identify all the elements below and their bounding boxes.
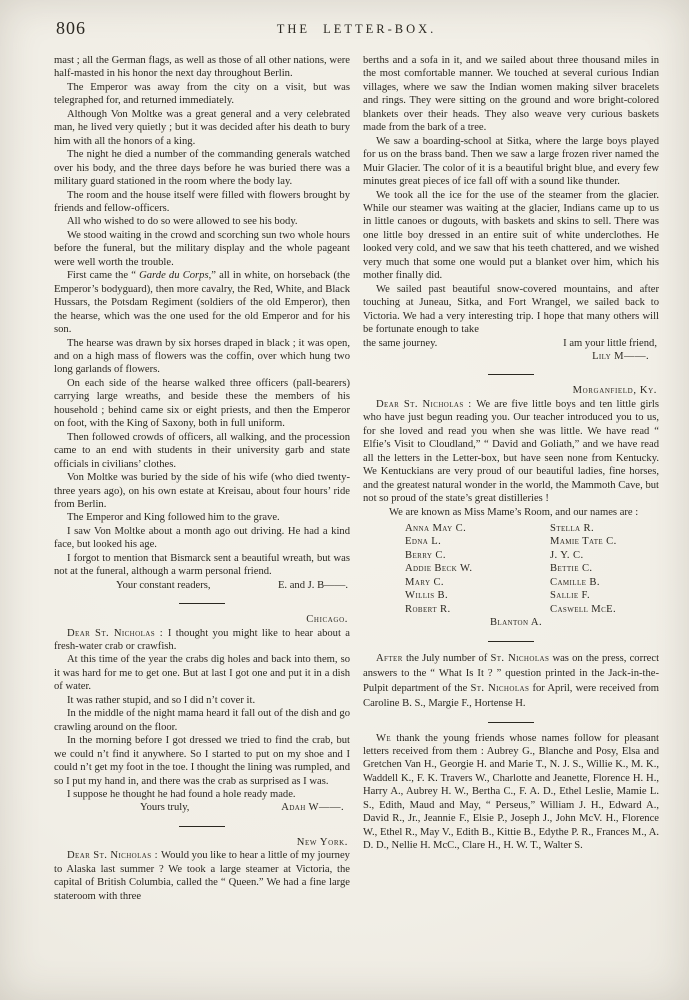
letter-paragraph: Von Moltke was buried by the side of his wife (who died twenty-three years ago), on his own estate at Kreisau, about four hours’ ride from Berlin. bbox=[54, 472, 350, 510]
section-divider bbox=[488, 641, 534, 642]
letter-paragraph: We stood waiting in the crowd and scorching sun two whole hours before the funeral, but the military display and the whole pageant were well worth the trouble. bbox=[54, 229, 350, 268]
name-item: Anna May C. bbox=[405, 522, 467, 534]
letter-paragraph: In the middle of the night mama heard it fall out of the dish and go crawling around on the floor. bbox=[54, 708, 350, 733]
letter-paragraph: berths and a sofa in it, and we sailed about three thousand miles in the most comfortable manner. We touched at several curious Indian villages, where we saw the Indian women making silver bracelets and rings. They were sitting on the ground and wore bright-colored blankets over their heads. They also weave very curious baskets made from the bark of a tree. bbox=[363, 55, 659, 134]
letter-dateline: Morganfield, Ky. bbox=[572, 385, 657, 397]
section-divider bbox=[179, 826, 225, 827]
letter-opening-paragraph: Dear St. Nicholas : I thought you might like to hear about a fresh-water crab or crawfish. bbox=[54, 627, 350, 653]
name-item: Camille B. bbox=[550, 576, 600, 588]
name-item: Edna L. bbox=[405, 536, 442, 548]
letter-paragraph: Then followed crowds of officers, all walking, and the procession came to an end with students in their university garb and state officials in civilians’ clothes. bbox=[54, 431, 350, 470]
letter-paragraph: mast ; all the German flags, as well as those of all other nations, were half-masted in his honor the next day throughout Berlin. bbox=[54, 55, 350, 80]
page-title: THE LETTER-BOX. bbox=[276, 22, 437, 36]
name-item: Willis B. bbox=[405, 590, 449, 602]
page-number: 806 bbox=[56, 18, 86, 38]
letter-opening-paragraph: Dear St. Nicholas : Would you like to hear a little of my journey to Alaska last summer ? We took a large steamer at Victoria, the capital of British Columbia, called the “ Queen.” We had a fine large stateroom with three bbox=[54, 850, 350, 902]
signature-row bbox=[363, 350, 659, 363]
two-column-layout bbox=[0, 46, 689, 992]
section-divider bbox=[488, 374, 534, 375]
name-item: Addie Beck W. bbox=[405, 563, 473, 575]
names-column-right bbox=[550, 522, 659, 616]
closing-phrase: Yours truly, bbox=[140, 802, 190, 814]
letter-paragraph: Although Von Moltke was a great general and a very celebrated man, he lived very quietly ; but it was decided after his death to bury him with all the honors of a king. bbox=[54, 108, 350, 147]
letter-paragraph: We took all the ice for the use of the steamer from the glacier. While our steamer was waiting at the glacier, Indians came up to us in little canoes or dugouts, with baskets and skins to sell. There was one little boy dressed in an entire suit of white underclothes. He looked very cold, and we saw that his teeth chattered, and we wished very much that some one would put a blanket over him, which his mother finally did. bbox=[363, 189, 659, 282]
editorial-note: We thank the young friends whose names follow for pleasant letters received from them : Aubrey G., Blanche and Posy, Elsa and Gretchen Van H., Georgie H. and Marie T., N. J. S., Willie K., M. K., Waddell K., F. K. Travers W., Charlotte and Jeanette, Florence H. H., Harry A., Aubrey H. W., Bertha C., F. A. D., Ethel Leslie, Mamie L. S., Edith, Maud and May, “ Perseus,” William J. H., Edward A., David R., Jr., Jeannie F., Elsie P., Joseph J., John McV. H., Florence W., Ethel R., May V., Edith B., Kittie B., Edythe P. R., Frances M., A. D. D., Nellie H. McC., Clare H., H. W. T., Walter S. bbox=[363, 732, 659, 852]
letter-paragraph: In the morning before I got dressed we tried to find the crab, but we could n’t find it anywhere. So I started to put on my shoe and I could n’t get my foot in the toe. I thought the lining was rumpled, and so I put my hand in, and there was the crab as surprised as I was. bbox=[54, 735, 350, 787]
section-divider bbox=[179, 603, 225, 604]
letter-paragraph: We are known as Miss Mame’s Room, and our names are : bbox=[389, 506, 639, 518]
letter-paragraph: I suppose he thought he had found a hole ready made. bbox=[67, 789, 296, 801]
signature-name: Adah W——. bbox=[281, 802, 344, 814]
letter-paragraph: On each side of the hearse walked three officers (pall-bearers) carrying large wreaths, and beside these the members of his household ; behind came six or eight priests, and then the Emperor on foot, with the King of Saxony, both in full uniform. bbox=[54, 377, 350, 430]
page-header bbox=[0, 0, 689, 46]
name-item: Robert R. bbox=[405, 603, 451, 615]
letter-dateline: New York. bbox=[296, 836, 348, 848]
signature-row bbox=[54, 579, 350, 592]
letter-paragraph: I forgot to mention that Bismarck sent a beautiful wreath, but was not at the funeral, although a warm personal friend. bbox=[54, 552, 350, 578]
name-item: Stella R. bbox=[550, 522, 595, 534]
letter-paragraph: The Emperor was away from the city on a visit, but was telegraphed for, and returned immediately. bbox=[54, 81, 350, 107]
letter-dateline: Chicago. bbox=[306, 614, 348, 626]
name-item: Sallie F. bbox=[550, 590, 591, 602]
section-divider bbox=[488, 722, 534, 723]
names-column-left bbox=[405, 522, 550, 616]
letter-paragraph: The Emperor and King followed him to the grave. bbox=[67, 512, 280, 524]
letter-paragraph: At this time of the year the crabs dig holes and back into them, so it was hard for me to get one. But at last I got one and put it in a dish of water. bbox=[54, 654, 350, 693]
name-item: J. Y. C. bbox=[550, 549, 584, 561]
letter-paragraph: The room and the house itself were filled with flowers brought by friends and fellow-officers. bbox=[54, 189, 350, 214]
signature-name: E. and J. B——. bbox=[277, 579, 348, 591]
letter-paragraph: The hearse was drawn by six horses draped in black ; it was open, and on a high mass of flowers was the coffin, over which hung two long garlands of flowers. bbox=[54, 337, 350, 376]
closing-phrase: Your constant readers, bbox=[116, 579, 211, 591]
letter-paragraph: It was rather stupid, and so I did n’t cover it. bbox=[67, 694, 256, 706]
signature-row bbox=[54, 801, 350, 814]
name-item: Mamie Tate C. bbox=[550, 536, 617, 548]
letter-paragraph: I saw Von Moltke about a month ago out driving. He had a kind face, but looked his age. bbox=[54, 525, 350, 551]
name-item: Berry C. bbox=[405, 549, 446, 561]
closing-phrase: the same journey. bbox=[363, 337, 438, 349]
name-item: Mary C. bbox=[405, 576, 444, 588]
letter-paragraph: We saw a boarding-school at Sitka, where the large boys played for us on the brass band. Then we saw a large frozen river named the Muir Glacier. The color of it is a beautiful bright blue, and every few minutes great pieces of ice fall off with a sound like thunder. bbox=[363, 135, 659, 188]
name-item: Bettie C. bbox=[550, 563, 593, 575]
name-item: Caswell McE. bbox=[550, 603, 617, 615]
right-column bbox=[363, 54, 659, 992]
letter-paragraph: First came the “ Garde du Corps,” all in white, on horseback (the Emperor’s bodyguard), then more cavalry, the Red, White, and Black Hussars, the Potsdam Regiment (soldiers of the old Emperor), then the hearse, which was the one used for the old Emperor and for his son. bbox=[54, 270, 350, 336]
closing-phrase: I am your little friend, bbox=[563, 337, 657, 349]
signature-name: Lily M——. bbox=[592, 350, 649, 362]
letter-paragraph: We sailed past beautiful snow-covered mountains, and after touching at Juneau, Sitka, and Fort Wrangel, we sailed back to Victoria. We had a very interesting trip. I hope that many others will be fortunate enough to take bbox=[363, 283, 659, 336]
left-column bbox=[54, 54, 350, 992]
name-item: Blanton A. bbox=[489, 617, 543, 629]
letter-paragraph: The night he died a number of the commanding generals watched over his body, and the three days before he was buried there was a military guard stationed in the room where the body lay. bbox=[54, 149, 350, 188]
letter-paragraph: All who wished to do so were allowed to see his body. bbox=[67, 216, 298, 228]
names-list bbox=[405, 522, 659, 616]
closing-line bbox=[363, 337, 659, 350]
editorial-note: After the July number of St. Nicholas was on the press, correct answers to the “ What Is It ? ” question printed in the Jack-in-the-Pulpit department of the St. Nicholas for April, were received from Caroline B. S., Margie F., Hortense H. bbox=[363, 652, 659, 709]
letter-opening-paragraph: Dear St. Nicholas : We are five little boys and ten little girls who have just begun reading you. Our teacher introduced you to us, for she loved and read you when she was little. We have read “ Elfie’s Visit to Cloudland,” “ David and Goliath,” and we have read all the letters in the Letter-box, but have seen none from Kentucky. We Kentuckians are very proud of our beautiful ladies, fine horses, and the greatest natural wonder in the world, the Mammoth Cave, but not so proud of the state’s great distilleries ! bbox=[363, 398, 659, 505]
